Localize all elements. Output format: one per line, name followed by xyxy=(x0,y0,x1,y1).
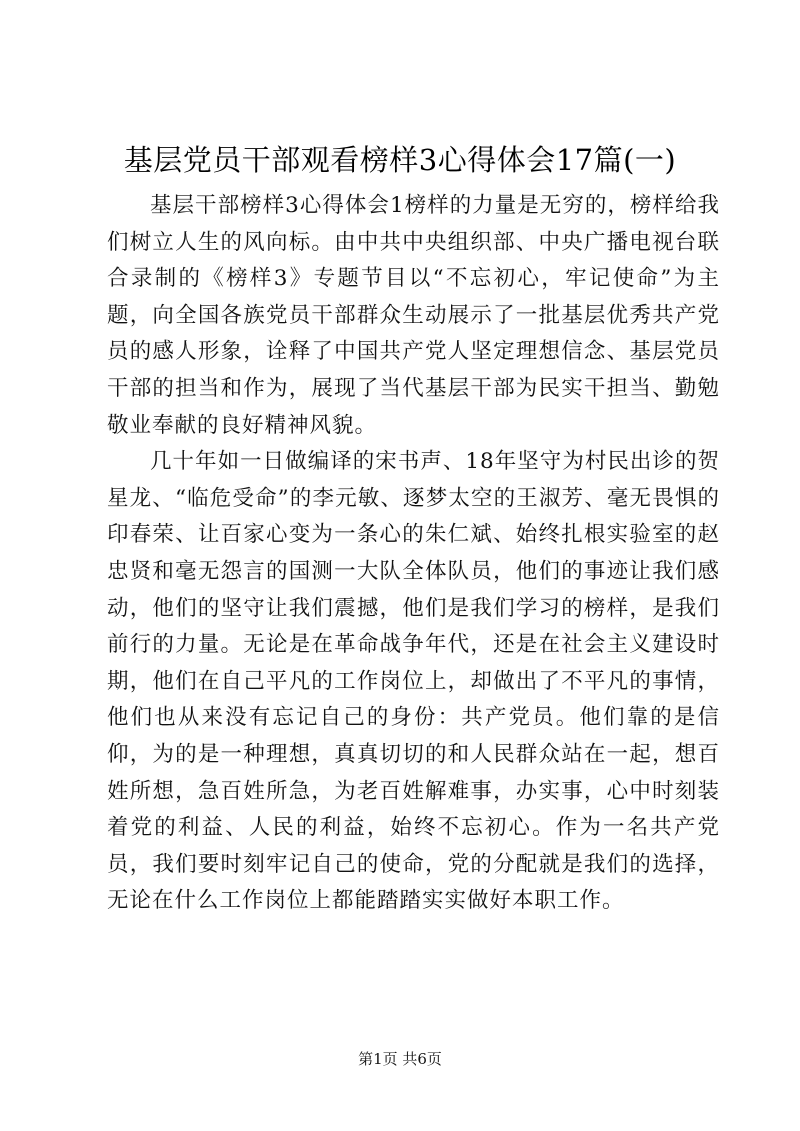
page-number-footer: 第1页 共6页 xyxy=(358,1050,442,1068)
document-title: 基层党员干部观看榜样3心得体会17篇(一) xyxy=(123,143,677,177)
document-body xyxy=(107,188,720,920)
paragraph-2: 几十年如一日做编译的宋书声、18年坚守为村民出诊的贺星龙、“临危受命”的李元敏、逐梦太空的王淑芳、毫无畏惧的印春荣、让百家心变为一条心的朱仁斌、始终扎根实验室的赵忠贤和毫无怨言的国测一大队全体队员，他们的事迹让我们感动，他们的坚守让我们震撼，他们是我们学习的榜样，是我们前行的力量。无论是在革命战争年代，还是在社会主义建设时期，他们在自己平凡的工作岗位上，却做出了不平凡的事情，他们也从来没有忘记自己的身份：共产党员。他们靠的是信仰，为的是一种理想，真真切切的和人民群众站在一起，想百姓所想，急百姓所急，为老百姓解难事，办实事，心中时刻装着党的利益、人民的利益，始终不忘初心。作为一名共产党员，我们要时刻牢记自己的使命，党的分配就是我们的选择，无论在什么工作岗位上都能踏踏实实做好本职工作。 xyxy=(107,449,720,914)
paragraph-1: 基层干部榜样3心得体会1榜样的力量是无穷的，榜样给我们树立人生的风向标。由中共中央组织部、中央广播电视台联合录制的《榜样3》专题节目以“不忘初心，牢记使命”为主题，向全国各族党员干部群众生动展示了一批基层优秀共产党员的感人形象，诠释了中国共产党人坚定理想信念、基层党员干部的担当和作为，展现了当代基层干部为民实干担当、勤勉敬业奉献的良好精神风貌。 xyxy=(107,193,720,438)
